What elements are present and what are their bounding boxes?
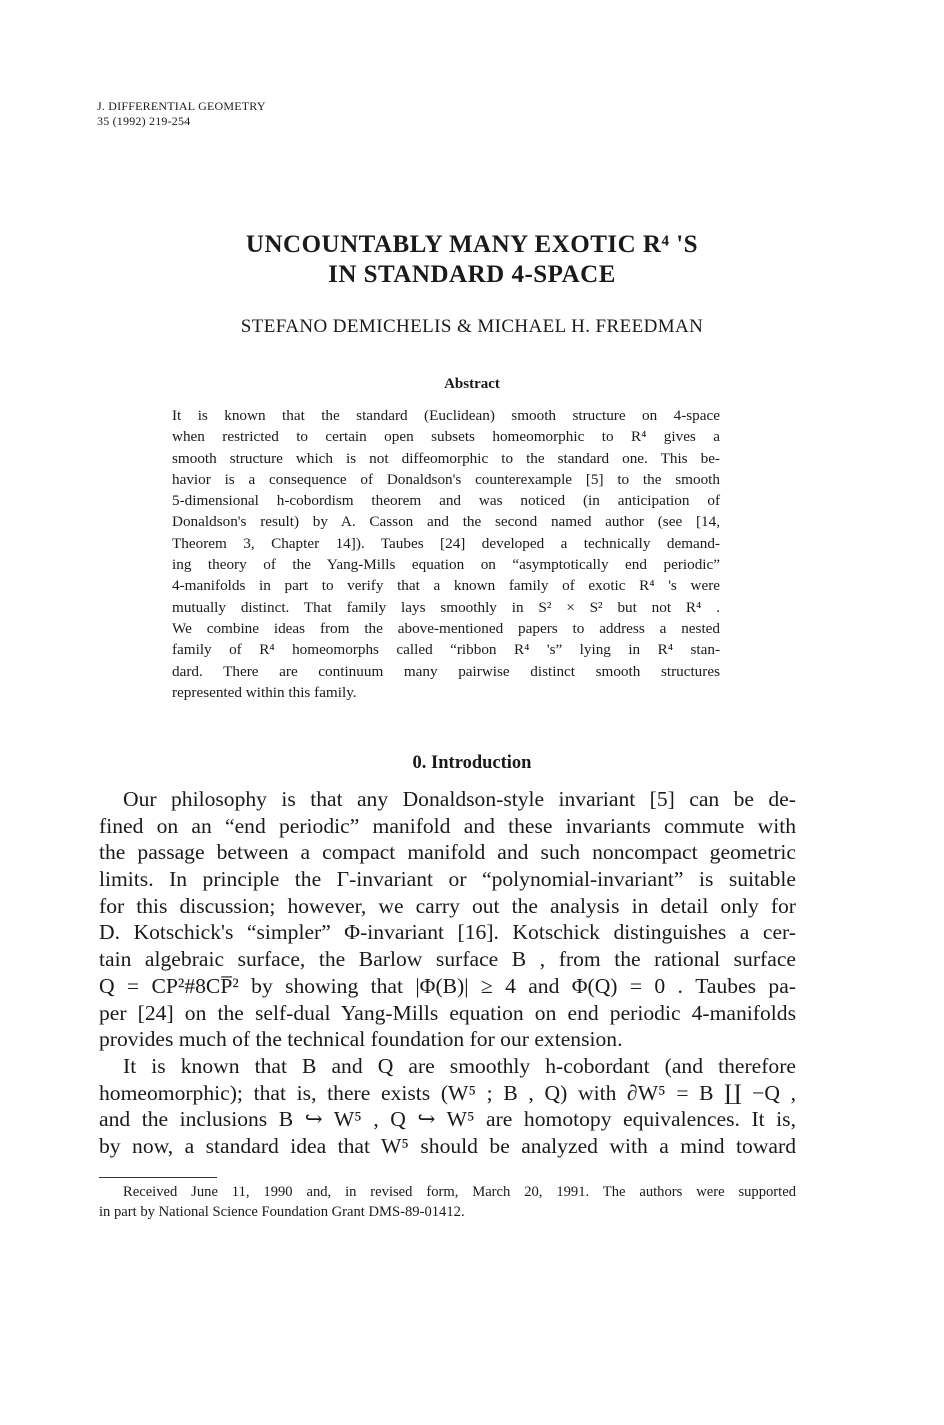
section-heading: 0. Introduction [412, 753, 532, 773]
footnote [99, 1182, 796, 1222]
title-line-1: UNCOUNTABLY MANY EXOTIC R⁴ 'S [245, 231, 699, 258]
body-line: per [24] on the self-dual Yang-Mills equation on end periodic 4-manifolds [99, 1000, 796, 1025]
body-line: for this discussion; however, we carry out the analysis in detail only for [99, 893, 796, 918]
abstract-line: when restricted to certain open subsets homeomorphic to R⁴ gives a [172, 428, 720, 446]
abstract-line: havior is a consequence of Donaldson's counterexample [5] to the smooth [172, 470, 720, 488]
body-line: homeomorphic); that is, there exists (W⁵ ; B , Q) with ∂W⁵ = B ∐ −Q , [99, 1080, 796, 1105]
footnote-line: Received June 11, 1990 and, in revised form, March 20, 1991. The authors were supported [123, 1184, 796, 1200]
journal-name: J. DIFFERENTIAL GEOMETRY [97, 99, 266, 113]
body-line: the passage between a compact manifold and such noncompact geometric [99, 840, 796, 865]
body-line: by now, a standard idea that W⁵ should be analyzed with a mind toward [99, 1133, 796, 1158]
body-line: Our philosophy is that any Donaldson-style invariant [5] can be de- [123, 787, 796, 811]
abstract-line: smooth structure which is not diffeomorphic to the standard one. This be- [172, 449, 720, 467]
abstract-line: It is known that the standard (Euclidean) smooth structure on 4-space [172, 407, 720, 424]
abstract-line: 5-dimensional h-cobordism theorem and was noticed (in anticipation of [172, 492, 720, 510]
title-line-2: IN STANDARD 4-SPACE [328, 261, 616, 288]
author-list: STEFANO DEMICHELIS & MICHAEL H. FREEDMAN [240, 316, 704, 337]
footnote-line: in part by National Science Foundation Grant DMS-89-01412. [99, 1204, 465, 1220]
abstract-line: We combine ideas from the above-mentioned papers to address a nested [172, 619, 720, 637]
abstract-line: family of R⁴ homeomorphs called “ribbon R⁴ 's” lying in R⁴ stan- [172, 641, 720, 659]
journal-citation: 35 (1992) 219-254 [97, 114, 191, 128]
body-line: Q = CP²#8CP̅² by showing that |Φ(B)| ≥ 4 and Φ(Q) = 0 . Taubes pa- [99, 973, 796, 998]
body-line: D. Kotschick's “simpler” Φ-invariant [16]. Kotschick distinguishes a cer- [99, 920, 796, 945]
abstract-text [172, 405, 720, 703]
body-text [99, 786, 796, 1160]
abstract-line: represented within this family. [172, 683, 357, 701]
body-line: tain algebraic surface, the Barlow surface B , from the rational surface [99, 947, 796, 972]
body-line: limits. In principle the Γ-invariant or “polynomial-invariant” is suitable [99, 867, 796, 892]
abstract-line: dard. There are continuum many pairwise distinct smooth structures [172, 662, 720, 680]
journal-header [97, 99, 266, 129]
paper-title [0, 230, 944, 290]
footnote-divider [99, 1177, 217, 1178]
abstract-line: 4-manifolds in part to verify that a known family of exotic R⁴ 's were [172, 577, 720, 595]
abstract-line: Donaldson's result) by A. Casson and the second named author (see [14, [172, 513, 720, 531]
body-line: fined on an “end periodic” manifold and these invariants commute with [99, 813, 796, 838]
abstract-line: mutually distinct. That family lays smoothly in S² × S² but not R⁴ . [172, 598, 720, 616]
body-line: and the inclusions B ↪ W⁵ , Q ↪ W⁵ are homotopy equivalences. It is, [99, 1107, 796, 1132]
abstract-line: ing theory of the Yang-Mills equation on “asymptotically end periodic” [172, 556, 720, 574]
body-line: It is known that B and Q are smoothly h-cobordant (and therefore [123, 1053, 796, 1078]
abstract-line: Theorem 3, Chapter 14]). Taubes [24] developed a technically demand- [172, 534, 720, 552]
body-line: provides much of the technical foundation for our extension. [99, 1027, 623, 1052]
abstract-heading: Abstract [444, 376, 500, 392]
